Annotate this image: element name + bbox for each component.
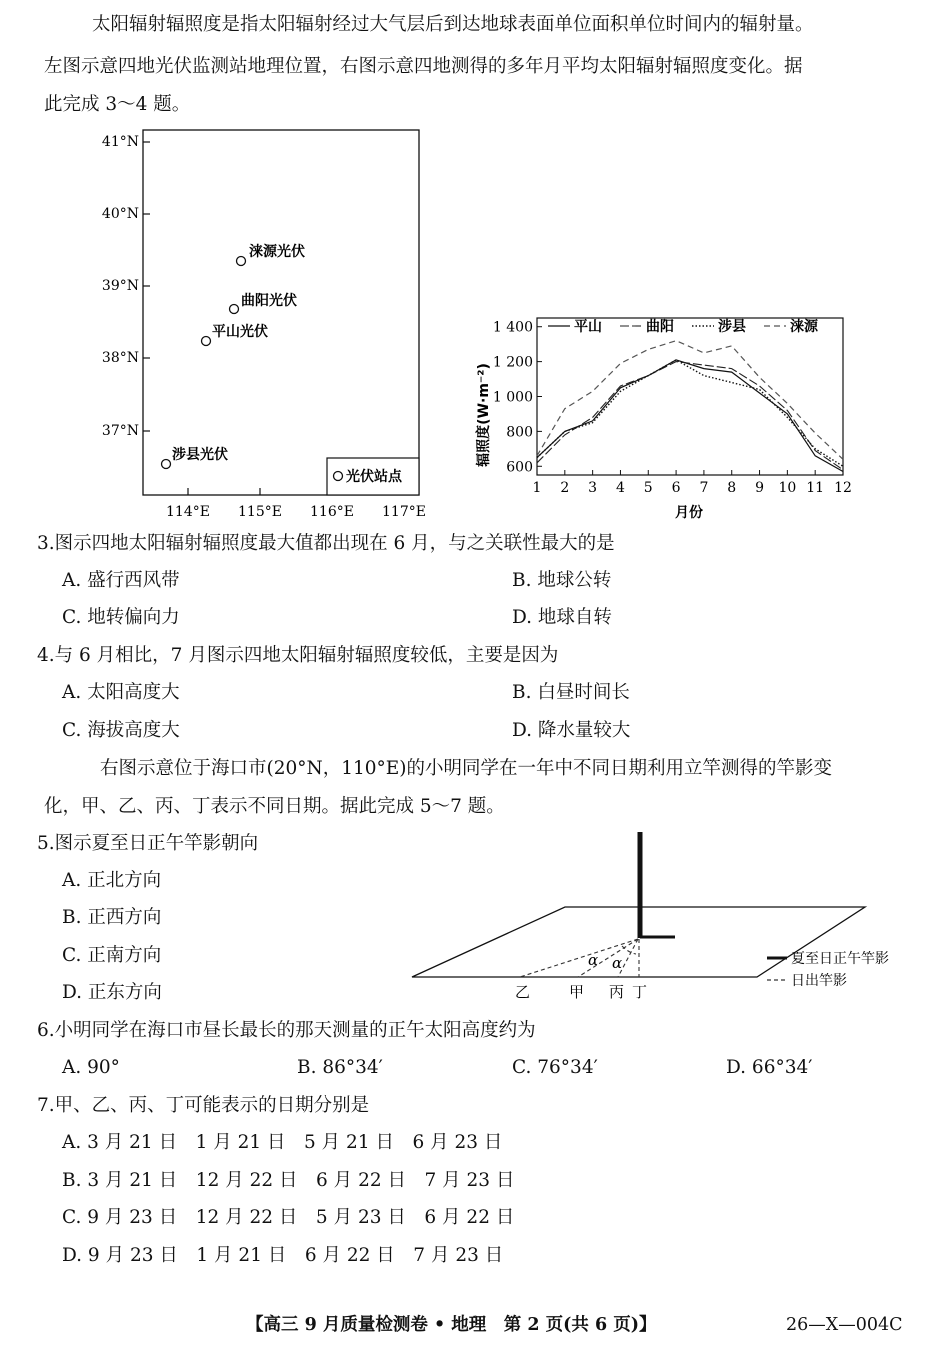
q5-option-a[interactable]: A. 正北方向 [62,870,162,891]
y-tick-label: 600 [506,459,533,476]
alpha-label: α [588,951,599,969]
q3-option-a[interactable]: A. 盛行西风带 [62,570,180,591]
y-tick-label: 1 000 [492,389,533,406]
lat-label: 38°N [101,350,139,366]
map-legend-label: 光伏站点 [346,469,402,485]
x-tick-label: 5 [643,480,653,496]
lat-label: 40°N [101,206,139,222]
chart-xlabel: 月份 [675,505,703,521]
y-tick-label: 800 [506,424,533,441]
x-tick-label: 7 [699,480,709,496]
station-marker [237,257,246,266]
station-map [92,125,437,525]
q6-option-c[interactable]: C. 76°34′ [512,1057,598,1078]
q7-option-a[interactable]: A. 3 月 21 日 1 月 21 日 5 月 21 日 6 月 23 日 [62,1132,503,1153]
series-line-涞源 [537,341,843,460]
series-line-平山 [537,360,843,472]
legend-marker [334,472,343,481]
chart-ylabel: 辐照度(W·m⁻²) [476,363,492,467]
lon-label: 114°E [166,504,210,520]
q4-option-d[interactable]: D. 降水量较大 [512,720,631,741]
q6-stem: 6.小明同学在海口市昼长最长的那天测量的正午太阳高度约为 [37,1020,536,1041]
x-tick-label: 6 [671,480,681,496]
intro1-line2: 左图示意四地光伏监测站地理位置，右图示意四地测得的多年月平均太阳辐射辐照度变化。据 [44,56,803,77]
q4-stem: 4.与 6 月相比，7 月图示四地太阳辐射辐照度较低，主要是因为 [37,645,559,666]
x-tick-label: 2 [560,480,570,496]
station-marker [162,460,171,469]
pole-shadow-figure [410,828,915,1008]
chart-frame [537,318,843,475]
q6-option-a[interactable]: A. 90° [62,1057,120,1078]
q3-option-c[interactable]: C. 地转偏向力 [62,607,180,628]
station-marker [202,337,211,346]
point-label: 丙 [609,983,625,1001]
y-tick-label: 1 200 [492,354,533,371]
point-label: 乙 [515,983,531,1001]
intro1-line1: 太阳辐射辐照度是指太阳辐射经过大气层后到达地球表面单位面积单位时间内的辐射量。 [92,14,814,35]
intro2-line2: 化，甲、乙、丙、丁表示不同日期。据此完成 5～7 题。 [44,796,505,817]
legend-label: 曲阳 [646,319,674,335]
lat-label: 41°N [101,134,139,150]
y-tick-label: 1 400 [492,319,533,336]
x-tick-label: 4 [615,480,625,496]
x-tick-label: 11 [806,480,825,496]
legend-label: 涞源 [790,319,818,335]
x-tick-label: 3 [588,480,598,496]
legend-solid-label: 夏至日正午竿影 [791,951,889,967]
legend-dashed-label: 日出竿影 [791,973,847,989]
intro2-line1: 右图示意位于海口市(20°N，110°E)的小明同学在一年中不同日期利用立竿测得的竿影变 [100,758,832,779]
sunrise-shadow-jia [578,939,638,977]
lon-label: 116°E [310,504,354,520]
q5-option-d[interactable]: D. 正东方向 [62,982,162,1003]
x-tick-label: 10 [778,480,797,496]
legend-label: 平山 [574,319,602,335]
q5-option-b[interactable]: B. 正西方向 [62,907,162,928]
lat-label: 37°N [101,423,139,439]
station-label: 涉县光伏 [172,447,228,463]
q6-option-d[interactable]: D. 66°34′ [726,1057,813,1078]
lat-label: 39°N [101,278,139,294]
x-tick-label: 12 [834,480,852,496]
q3-option-b[interactable]: B. 地球公转 [512,570,612,591]
series-line-曲阳 [537,362,843,470]
point-label: 甲 [569,983,585,1001]
x-tick-label: 9 [755,480,765,496]
x-tick-label: 8 [727,480,737,496]
q7-option-d[interactable]: D. 9 月 23 日 1 月 21 日 6 月 22 日 7 月 23 日 [62,1245,504,1266]
lon-label: 117°E [382,504,426,520]
q7-option-c[interactable]: C. 9 月 23 日 12 月 22 日 5 月 23 日 6 月 22 日 [62,1207,515,1228]
lon-label: 115°E [238,504,282,520]
station-label: 平山光伏 [212,324,268,340]
q7-option-b[interactable]: B. 3 月 21 日 12 月 22 日 6 月 22 日 7 月 23 日 [62,1170,515,1191]
q5-stem: 5.图示夏至日正午竿影朝向 [37,833,259,854]
legend-label: 涉县 [718,319,746,335]
q3-stem: 3.图示四地太阳辐射辐照度最大值都出现在 6 月，与之关联性最大的是 [37,533,615,554]
irradiance-chart [470,315,855,525]
footer-title: 【高三 9 月质量检测卷 • 地理 第 2 页(共 6 页)】 [246,1315,657,1335]
point-label: 丁 [632,983,648,1001]
alpha-label: α [612,954,623,972]
station-label: 涞源光伏 [249,244,305,260]
q4-option-c[interactable]: C. 海拔高度大 [62,720,180,741]
station-marker [230,305,239,314]
q4-option-a[interactable]: A. 太阳高度大 [62,682,180,703]
q4-option-b[interactable]: B. 白昼时间长 [512,682,630,703]
q7-stem: 7.甲、乙、丙、丁可能表示的日期分别是 [37,1095,370,1116]
x-tick-label: 1 [532,480,542,496]
q6-option-b[interactable]: B. 86°34′ [297,1057,383,1078]
footer-code: 26—X—004C [786,1315,903,1335]
intro1-line3: 此完成 3～4 题。 [44,94,191,115]
q3-option-d[interactable]: D. 地球自转 [512,607,612,628]
station-label: 曲阳光伏 [241,293,297,309]
q5-option-c[interactable]: C. 正南方向 [62,945,162,966]
